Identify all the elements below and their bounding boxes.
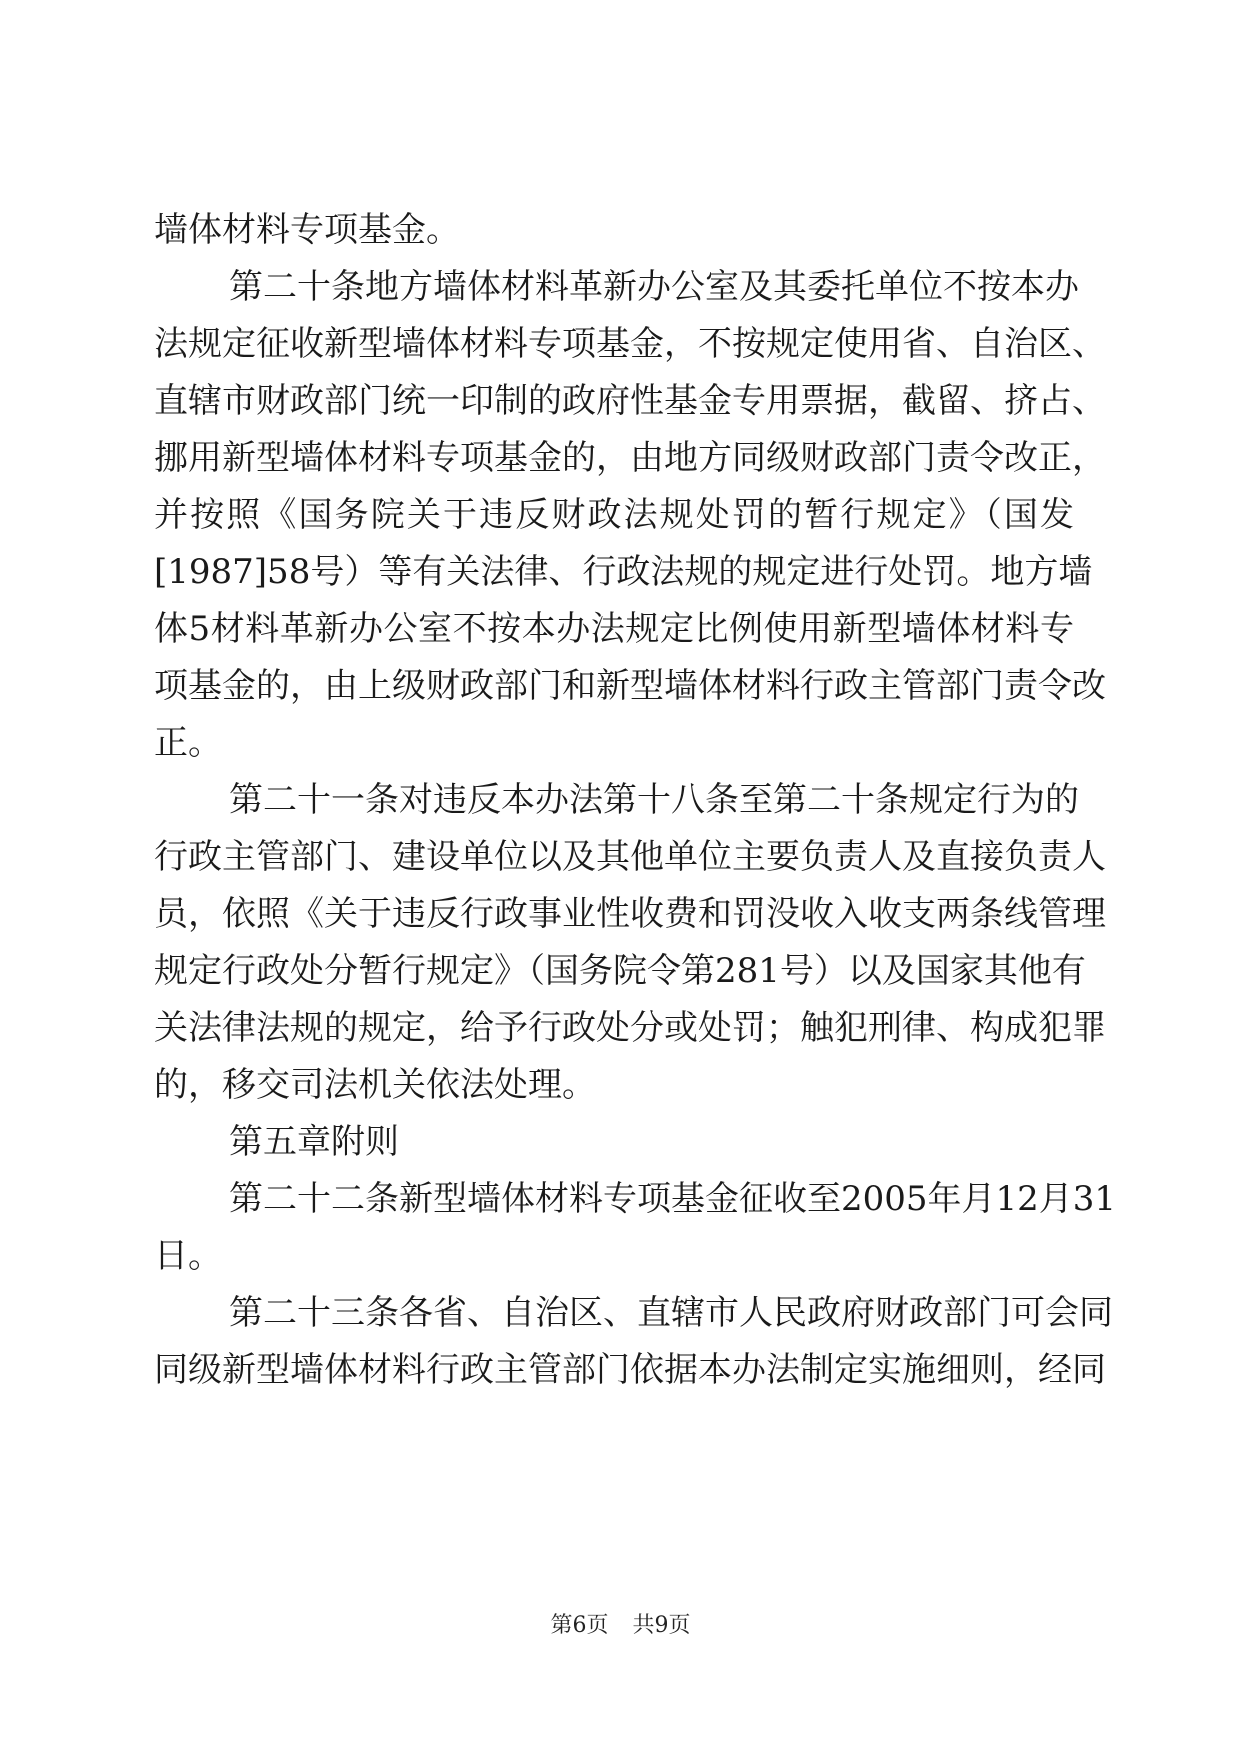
text-line-content: 第二十二条新型墙体材料专项基金征收至2005年月12月31 (229, 1179, 1117, 1219)
page-total: 共9页 (632, 1613, 691, 1638)
text-line (229, 780, 1079, 820)
text-line: 正。 (154, 723, 222, 763)
text-line: 日。 (154, 1236, 222, 1276)
text-line (229, 1293, 1113, 1333)
text-line-content: 行政主管部门、建设单位以及其他单位主要负责人及直接负责人 (154, 837, 1106, 877)
page-number: 第6页 (550, 1613, 609, 1638)
text-line (154, 1350, 1106, 1390)
text-line-content: 法规定征收新型墙体材料专项基金，不按规定使用省、自治区、 (154, 324, 1106, 364)
text-line (229, 267, 1079, 307)
text-line-content: 关法律法规的规定，给予行政处分或处罚；触犯刑律、构成犯罪 (154, 1008, 1106, 1048)
text-line (154, 438, 1106, 478)
page-footer (0, 1612, 1241, 1640)
text-line-content: 同级新型墙体材料行政主管部门依据本办法制定实施细则，经同 (154, 1350, 1106, 1390)
text-line-content: 第二十条地方墙体材料革新办公室及其委托单位不按本办 (229, 267, 1079, 307)
section-heading: 第五章附则 (229, 1122, 399, 1162)
text-line (154, 837, 1106, 877)
text-line-content: 第二十三条各省、自治区、直辖市人民政府财政部门可会同 (229, 1293, 1113, 1333)
text-line-content: 员，依照《关于违反行政事业性收费和罚没收入收支两条线管理 (154, 894, 1106, 934)
text-line (154, 552, 1093, 592)
text-line (154, 609, 1074, 649)
text-line (154, 1008, 1106, 1048)
text-line (154, 381, 1106, 421)
text-line: 的，移交司法机关依法处理。 (154, 1065, 596, 1105)
text-line-content: 并按照《国务院关于违反财政法规处罚的暂行规定》（国发 (154, 495, 1074, 535)
text-line: 墙体材料专项基金。 (154, 210, 460, 250)
text-line (154, 666, 1106, 706)
text-line (229, 1179, 1117, 1219)
text-line-content: 直辖市财政部门统一印制的政府性基金专用票据，截留、挤占、 (154, 381, 1106, 421)
text-line-content: 规定行政处分暂行规定》（国务院令第281号）以及国家其他有 (154, 951, 1086, 991)
text-line-content: [1987]58号）等有关法律、行政法规的规定进行处罚。地方墙 (154, 552, 1093, 592)
text-line (154, 894, 1106, 934)
text-line (154, 495, 1074, 535)
text-line-content: 项基金的，由上级财政部门和新型墙体材料行政主管部门责令改 (154, 666, 1106, 706)
text-line-content: 体5材料革新办公室不按本办法规定比例使用新型墙体材料专 (154, 609, 1074, 649)
text-line-content: 第二十一条对违反本办法第十八条至第二十条规定行为的 (229, 780, 1079, 820)
text-line-content: 挪用新型墙体材料专项基金的，由地方同级财政部门责令改正， (154, 438, 1106, 478)
text-line (154, 951, 1086, 991)
text-line (154, 324, 1106, 364)
